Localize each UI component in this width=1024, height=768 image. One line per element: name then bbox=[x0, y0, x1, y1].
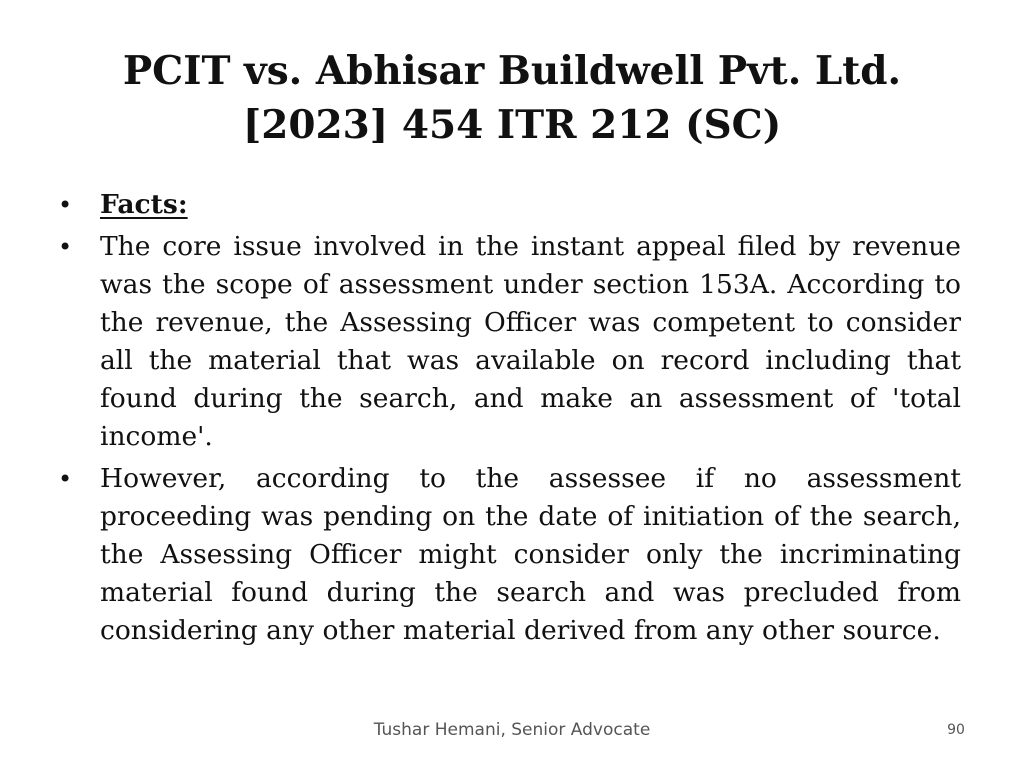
facts-heading: Facts: bbox=[100, 189, 188, 220]
slide-title bbox=[40, 44, 984, 152]
bullet-text: The core issue involved in the instant appeal filed by revenue was the scope of assessment under section 153A. According to the revenue, the Assessing Officer was competent to consider all the material that was available on record including that found during the search, and make an assessment of 'total income'. bbox=[100, 231, 961, 452]
bullet-text: However, according to the assessee if no assessment proceeding was pending on the date of initiation of the search, the Assessing Officer might consider only the incriminating material found during the search and was precluded from considering any other material derived from any other source. bbox=[100, 463, 961, 646]
bullet-item-revenue bbox=[56, 228, 961, 456]
title-line-2: [2023] 454 ITR 212 (SC) bbox=[242, 102, 782, 148]
footer-author: Tushar Hemani, Senior Advocate bbox=[373, 720, 651, 740]
bullet-item-facts bbox=[56, 186, 961, 224]
page-number: 90 bbox=[947, 722, 965, 738]
bullet-icon: • bbox=[58, 465, 73, 493]
bullet-icon: • bbox=[58, 191, 73, 219]
bullet-icon: • bbox=[58, 233, 73, 261]
title-line-1: PCIT vs. Abhisar Buildwell Pvt. Ltd. bbox=[122, 48, 902, 94]
bullet-item-assessee bbox=[56, 460, 961, 650]
bullet-list bbox=[56, 186, 961, 654]
